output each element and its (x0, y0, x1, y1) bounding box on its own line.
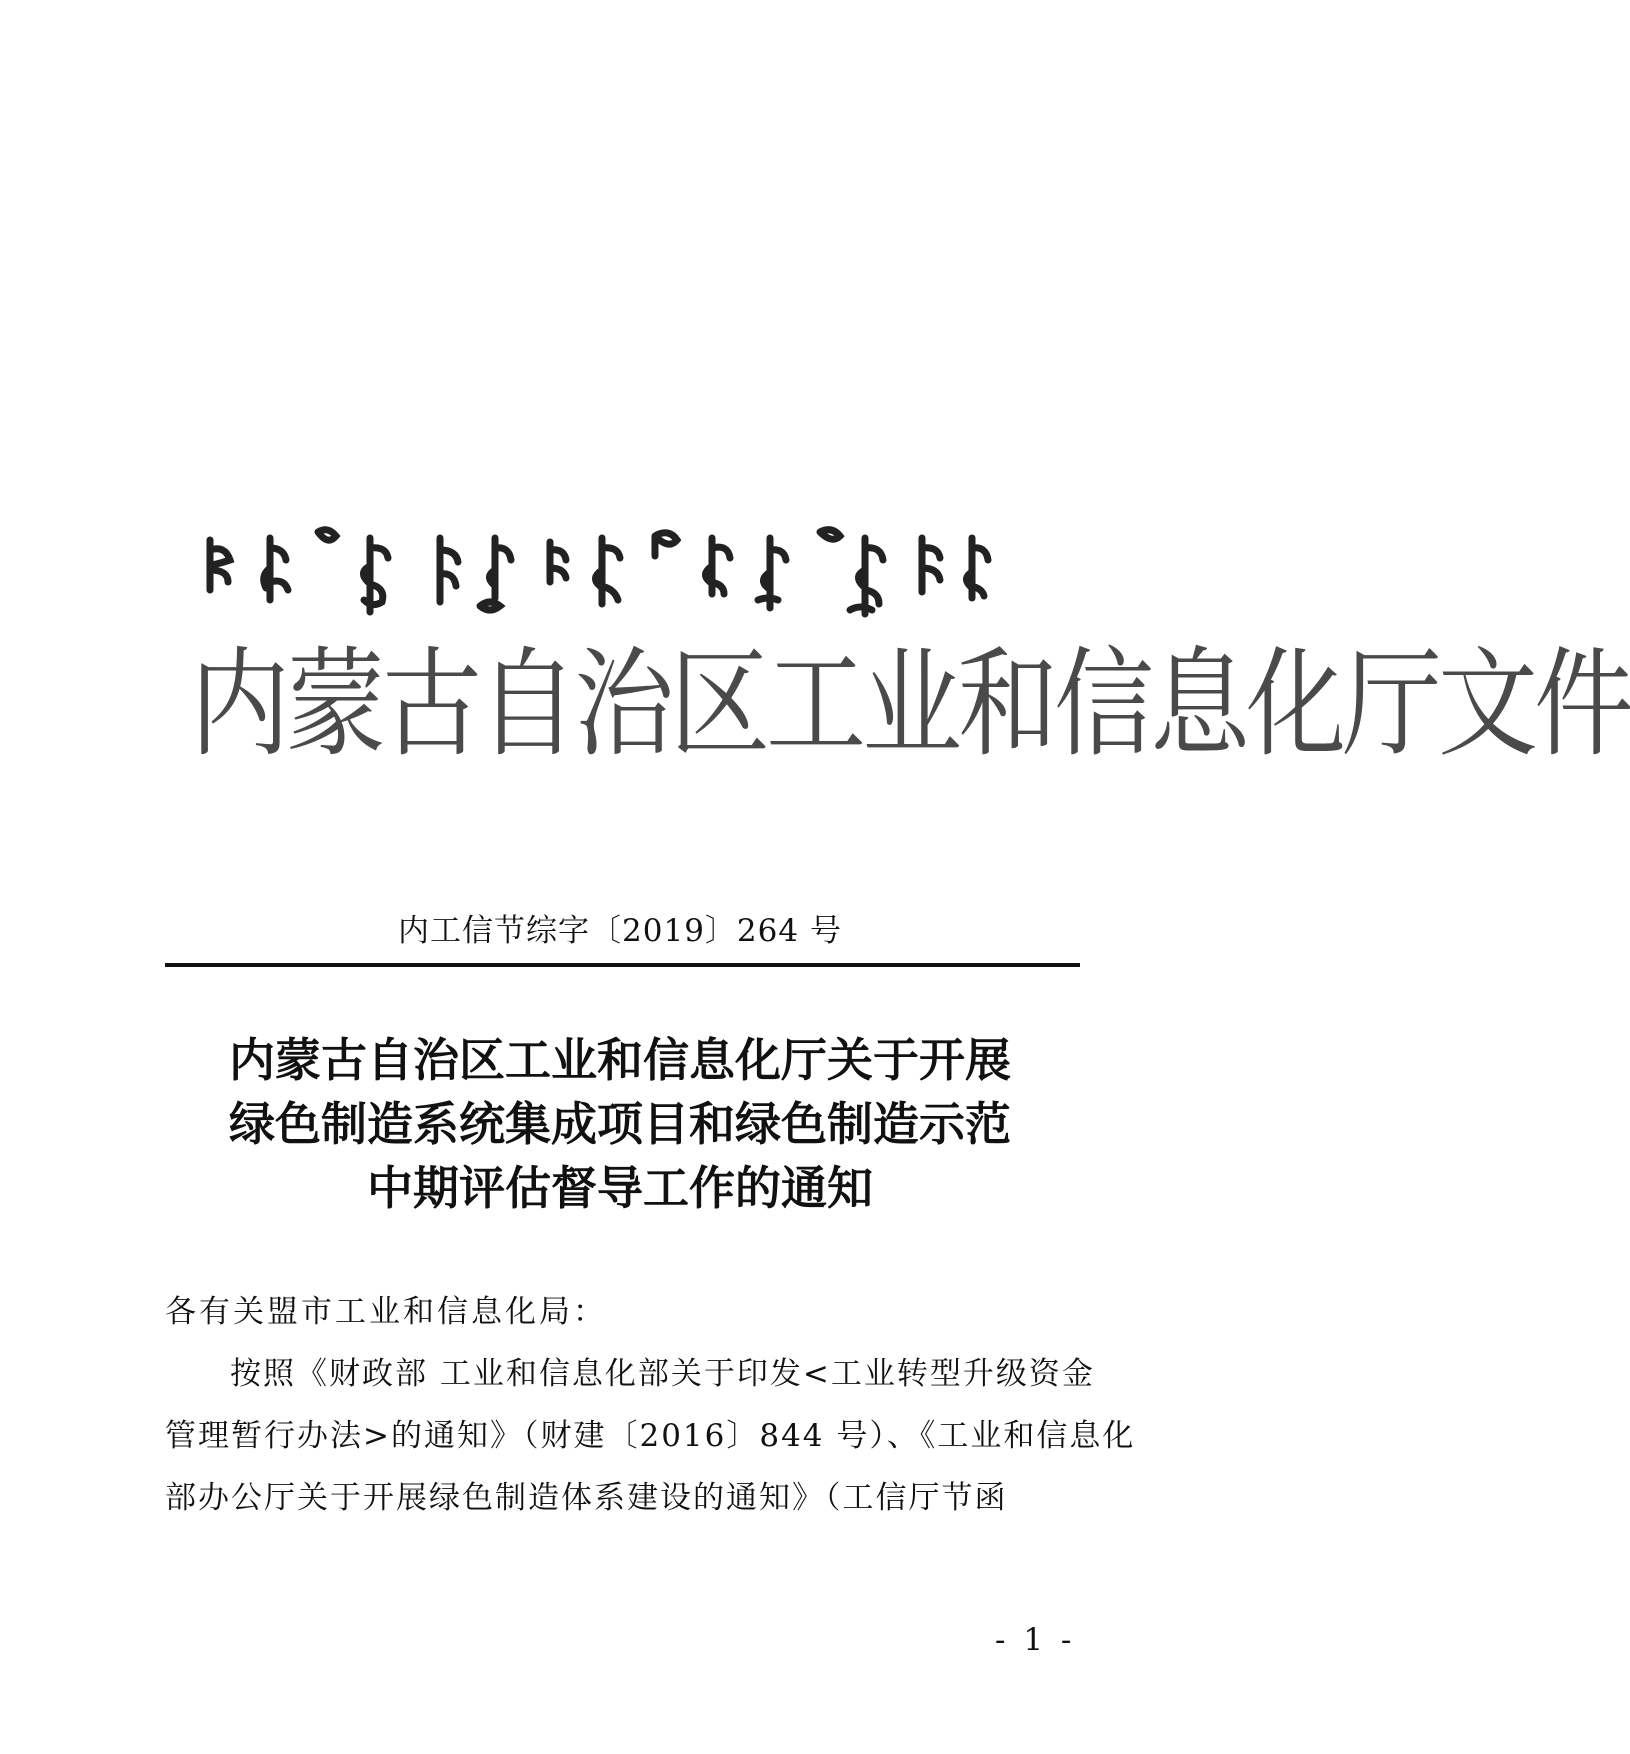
notice-title (160, 1028, 1080, 1220)
notice-title-line: 中期评估督导工作的通知 (367, 1161, 873, 1215)
notice-title-line: 内蒙古自治区工业和信息化厅关于开展 (229, 1033, 1011, 1087)
organization-document-header: 内蒙古自治区工业和信息化厅文件 (190, 635, 1630, 774)
document-number: 内工信节综字〔2019〕264 号 (398, 913, 842, 949)
page-number: - 1 - (995, 1622, 1076, 1658)
body-paragraph-line: 管理暂行办法>的通知》（财建〔2016〕844 号）、《工业和信息化 (165, 1418, 1136, 1454)
body-paragraph-line: 按照《财政部 工业和信息化部关于印发<工业转型升级资金 (230, 1356, 1095, 1392)
salutation: 各有关盟市工业和信息化局： (165, 1294, 607, 1330)
header-divider (165, 963, 1080, 967)
body-paragraph-line: 部办公厅关于开展绿色制造体系建设的通知》（工信厅节函 (165, 1480, 1008, 1516)
mongolian-script-graphic (200, 520, 1045, 620)
notice-title-line: 绿色制造系统集成项目和绿色制造示范 (229, 1097, 1011, 1151)
mongolian-script-header (200, 520, 1045, 620)
